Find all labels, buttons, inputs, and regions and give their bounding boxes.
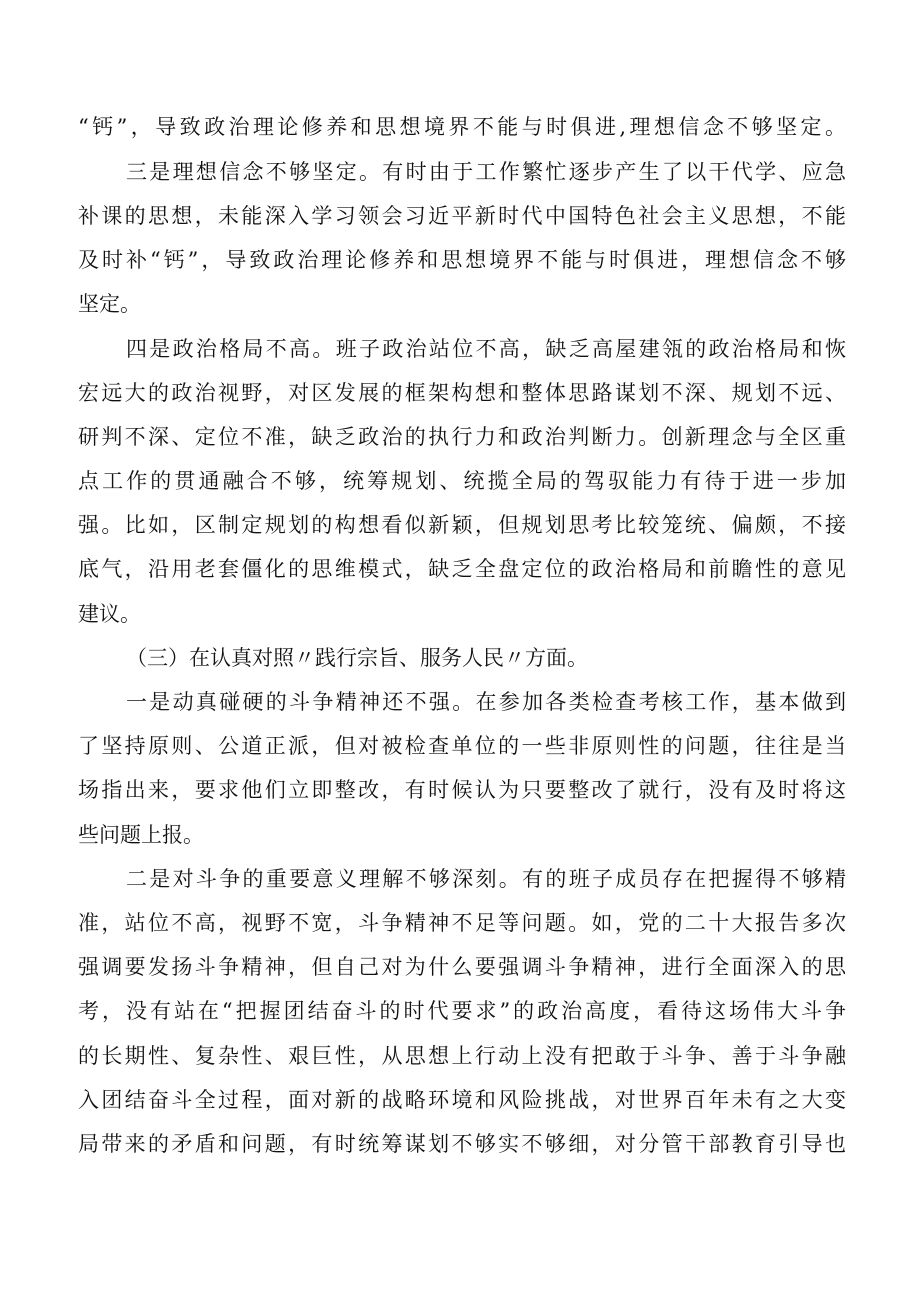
text-line: 建议。	[78, 602, 141, 626]
text-line: 一是动真碰硬的斗争精神还不强。在参加各类检查考核工作，基本做到	[126, 690, 846, 714]
text-line: 了坚持原则、公道正派，但对被检查单位的一些非原则性的问题，往往是当	[78, 734, 846, 758]
text-line: 坚定。	[78, 292, 141, 316]
text-line: 二是对斗争的重要意义理解不够深刻。有的班子成员存在把握得不够精	[126, 867, 846, 891]
text-line: 场指出来，要求他们立即整改，有时候认为只要整改了就行，没有及时将这	[78, 778, 846, 802]
text-line: 局带来的矛盾和问题，有时统筹谋划不够实不够细，对分管干部教育引导也	[78, 1132, 846, 1156]
text-line: 点工作的贯通融合不够，统筹规划、统揽全局的驾驭能力有待于进一步加	[78, 469, 846, 493]
text-line: 的长期性、复杂性、艰巨性，从思想上行动上没有把敢于斗争、善于斗争融	[78, 1044, 846, 1068]
text-line: 研判不深、定位不准，缺乏政治的执行力和政治判断力。创新理念与全区重	[78, 425, 846, 449]
text-line: 考，没有站在“把握团结奋斗的时代要求”的政治高度，看待这场伟大斗争	[78, 999, 846, 1023]
section-heading: （三）在认真对照〃践行宗旨、服务人民〃方面。	[126, 646, 588, 670]
text-line: 些问题上报。	[78, 823, 204, 847]
text-line: 强。比如，区制定规划的构想看似新颖，但规划思考比较笼统、偏颇，不接	[78, 513, 846, 537]
text-line: 入团结奋斗全过程，面对新的战略环境和风险挑战，对世界百年未有之大变	[78, 1088, 846, 1112]
text-line: 三是理想信念不够坚定。有时由于工作繁忙逐步产生了以干代学、应急	[126, 160, 846, 184]
text-line: “钙”，导致政治理论修养和思想境界不能与时俱进,理想信念不够坚定。	[78, 115, 846, 139]
text-line: 宏远大的政治视野，对区发展的框架构想和整体思路谋划不深、规划不远、	[78, 381, 846, 405]
text-line: 强调要发扬斗争精神，但自己对为什么要强调斗争精神，进行全面深入的思	[78, 955, 846, 979]
text-line: 四是政治格局不高。班子政治站位不高，缺乏高屋建瓴的政治格局和恢	[126, 337, 846, 361]
text-line: 准，站位不高，视野不宽，斗争精神不足等问题。如，党的二十大报告多次	[78, 911, 846, 935]
text-line: 补课的思想，未能深入学习领会习近平新时代中国特色社会主义思想，不能	[78, 204, 846, 228]
text-line: 底气，沿用老套僵化的思维模式，缺乏全盘定位的政治格局和前瞻性的意见	[78, 557, 846, 581]
text-line: 及时补“钙”，导致政治理论修养和思想境界不能与时俱进，理想信念不够	[78, 248, 846, 272]
